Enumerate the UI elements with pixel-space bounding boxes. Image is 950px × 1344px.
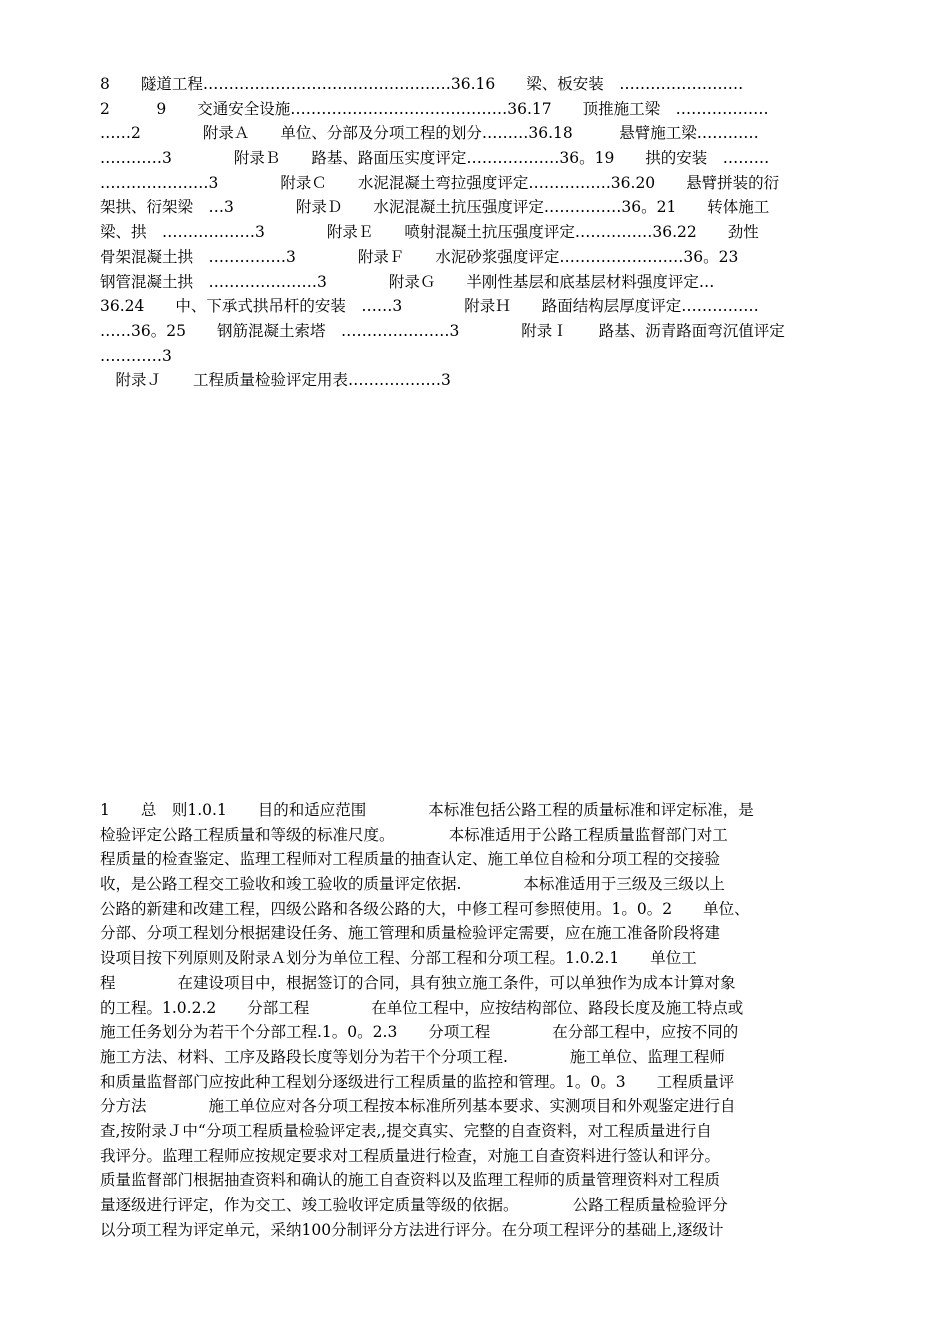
- toc-line: ……36。25 钢筋混凝土索塔 …………………3 附录Ｉ 路基、沥青路面弯沉值评定: [100, 321, 785, 340]
- body-line: 量逐级进行评定，作为交工、竣工验收评定质量等级的依据。 公路工程质量检验评分: [100, 1196, 728, 1214]
- body-line: 和质量监督部门应按此种工程划分逐级进行工程质量的监控和管理。1。0。3 工程质量评: [100, 1072, 735, 1091]
- body-line: 程质量的检查鉴定、监理工程师对工程质量的抽查认定、施工单位自检和分项工程的交接验: [100, 850, 721, 869]
- toc-line: ……2 附录Ａ 单位、分部及分项工程的划分………36.18 悬臂施工梁…………: [100, 124, 759, 143]
- body-line: 分部、分项工程划分根据建设任务、施工管理和质量检验评定需要，应在施工准备阶段将建: [100, 924, 721, 943]
- toc-line: 附录Ｊ 工程质量检验评定用表………………3: [100, 371, 451, 390]
- toc-line: 2 9 交通安全设施……………………………………36.17 顶推施工梁 ………………: [100, 99, 769, 118]
- toc-line: …………3: [100, 346, 172, 365]
- toc-line: 36.24 中、下承式拱吊杆的安装 ……3 附录Ｈ 路面结构层厚度评定……………: [100, 297, 759, 316]
- body-line: 以分项工程为评定单元，采纳100分制评分方法进行评分。在分项工程评分的基础上,逐级计: [100, 1220, 724, 1239]
- table-of-contents: [100, 72, 880, 393]
- body-line: 1 总 则1.0.1 目的和适应范围 本标准包括公路工程的质量标准和评定标准，是: [100, 801, 754, 819]
- body-line: 的工程。1.0.2.2 分部工程 在单位工程中，应按结构部位、路段长度及施工特点或: [100, 998, 744, 1017]
- body-line: 施工方法、材料、工序及路段长度等划分为若干个分项工程. 施工单位、监理工程师: [100, 1047, 725, 1066]
- body-line: 收，是公路工程交工验收和竣工验收的质量评定依据. 本标准适用于三级及三级以上: [100, 875, 725, 894]
- toc-line: 架拱、衍架梁 …3 附录Ｄ 水泥混凝土抗压强度评定……………36。21 转体施工: [100, 198, 770, 217]
- body-line: 质量监督部门根据抽查资料和确认的施工自查资料以及监理工程师的质量管理资料对工程质: [100, 1171, 721, 1190]
- body-line: 查,按附录Ｊ中“分项工程质量检验评定表,,提交真实、完整的自查资料，对工程质量进行自: [100, 1121, 712, 1140]
- toc-line: 梁、拱 ………………3 附录Ｅ 喷射混凝土抗压强度评定……………36.22 劲性: [100, 223, 759, 242]
- body-line: 程 在建设项目中，根据签订的合同，具有独立施工条件，可以单独作为成本计算对象: [100, 973, 736, 992]
- toc-line: 钢管混凝土拱 …………………3 附录Ｇ 半刚性基层和底基层材料强度评定…: [100, 272, 715, 291]
- toc-line: 骨架混凝土拱 ……………3 附录Ｆ 水泥砂浆强度评定……………………36。23: [100, 247, 739, 266]
- toc-line: 8 隧道工程…………………………………………36.16 梁、板安装 ……………………: [100, 75, 744, 93]
- body-line: 分方法 施工单位应对各分项工程按本标准所列基本要求、实测项目和外观鉴定进行自: [100, 1097, 736, 1116]
- toc-line: …………………3 附录Ｃ 水泥混凝土弯拉强度评定…………….36.20 悬臂拼装的衍: [100, 173, 780, 192]
- body-line: 设项目按下列原则及附录Ａ划分为单位工程、分部工程和分项工程。1.0.2.1 单位工: [100, 949, 697, 968]
- body-text: [100, 798, 880, 1242]
- body-line: 施工任务划分为若干个分部工程.1。0。2.3 分项工程 在分部工程中，应按不同的: [100, 1023, 739, 1042]
- body-line: 检验评定公路工程质量和等级的标准尺度。 本标准适用于公路工程质量监督部门对工: [100, 825, 728, 844]
- body-line: 我评分。监理工程师应按规定要求对工程质量进行检查，对施工自查资料进行签认和评分。: [100, 1146, 721, 1165]
- toc-line: …………3 附录Ｂ 路基、路面压实度评定………………36。19 拱的安装 ………: [100, 149, 770, 168]
- body-line: 公路的新建和改建工程，四级公路和各级公路的大，中修工程可参照使用。1。0。2 单位、: [100, 899, 750, 918]
